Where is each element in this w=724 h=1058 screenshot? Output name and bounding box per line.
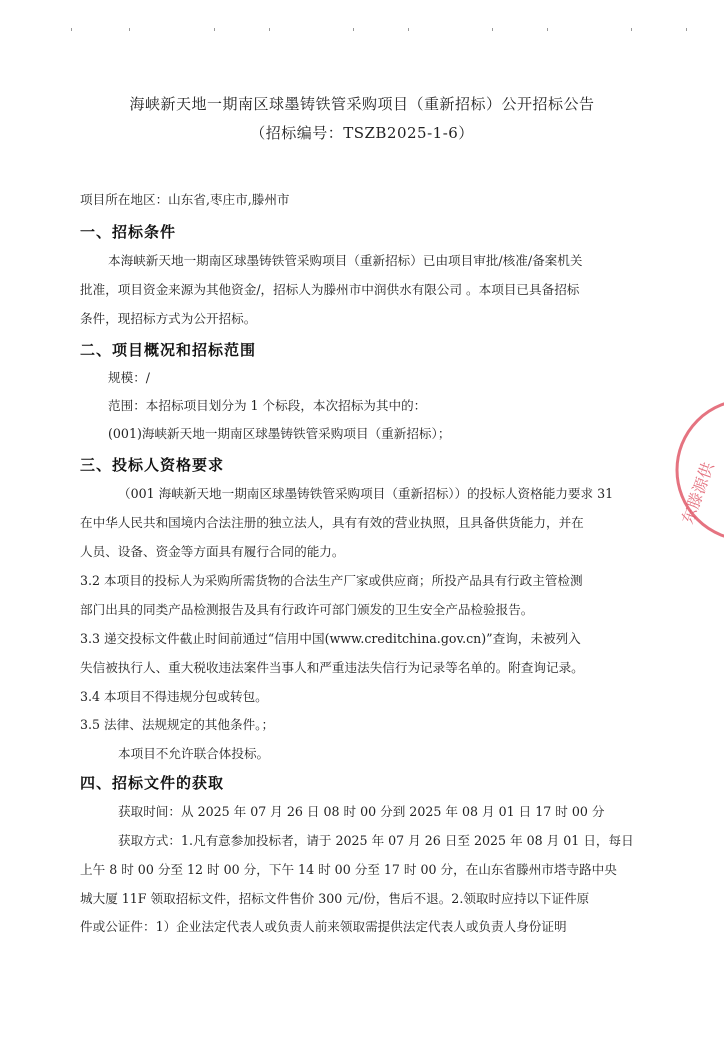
binding-dot [214,28,215,31]
section-3-line: 本项目不允许联合体投标。 [118,746,270,761]
section-3-line: 失信被执行人、重大税收违法案件当事人和严重违法失信行为记录等名单的。附查询记录。 [80,660,584,675]
section-3-line: 3.2 本项目的投标人为采购所需货物的合法生产厂家或供应商；所投产品具有行政主管检测 [80,573,583,588]
section-1-line: 本海峡新天地一期南区球墨铸铁管采购项目（重新招标）已由项目审批/核准/备案机关 [108,253,583,268]
seal-text: 东滕源供 [677,459,718,527]
official-seal-icon [672,395,724,545]
section-heading-2: 二、项目概况和招标范围 [80,341,257,359]
section-heading-4: 四、招标文件的获取 [80,774,225,792]
document-subtitle: （招标编号：TSZB2025-1-6） [250,124,474,142]
section-4-line: 城大厦 11F 领取招标文件，招标文件售价 300 元/份，售后不退。2.领取时应持以下证件原 [80,891,590,906]
section-3-line: （001 海峡新天地一期南区球墨铸铁管采购项目（重新招标））的投标人资格能力要求 31 [118,486,614,501]
binding-dot [492,28,493,31]
section-1-line: 批准，项目资金来源为其他资金/，招标人为滕州市中润供水有限公司 。本项目已具备招标 [80,282,580,297]
section-1-line: 条件，现招标方式为公开招标。 [80,311,257,326]
section-3-line: 人员、设备、资金等方面具有履行合同的能力。 [80,544,345,559]
section-3-line: 3.5 法律、法规规定的其他条件。； [80,717,275,732]
section-2-line: 范围：本招标项目划分为 1 个标段，本次招标为其中的： [108,398,427,413]
binding-dots [0,28,724,34]
section-3-line: 3.3 递交投标文件截止时间前通过“信用中国(www.creditchina.gov.cn)”查询，未被列入 [80,631,581,646]
section-4-line: 上午 8 时 00 分至 12 时 00 分，下午 14 时 00 分至 17 时 00 分，在山东省滕州市塔寺路中央 [80,862,617,877]
section-2-line: 规模：/ [108,370,151,385]
binding-dot [408,28,409,31]
section-heading-3: 三、投标人资格要求 [80,456,225,474]
section-4-line: 件或公证件：1）企业法定代表人或负责人前来领取需提供法定代表人或负责人身份证明 [80,919,567,934]
section-3-line: 3.4 本项目不得违规分包或转包。 [80,689,268,704]
section-4-line: 获取时间：从 2025 年 07 月 26 日 08 时 00 分到 2025 年 08 月 01 日 17 时 00 分 [118,804,605,819]
binding-dot [631,28,632,31]
binding-dot [547,28,548,31]
section-4-line: 获取方式：1.凡有意参加投标者，请于 2025 年 07 月 26 日至 2025 年 08 月 01 日，每日 [118,833,634,848]
section-heading-1: 一、招标条件 [80,223,177,241]
document-title: 海峡新天地一期南区球墨铸铁管采购项目（重新招标）公开招标公告 [129,95,595,113]
binding-dot [71,28,72,31]
section-3-line: 在中华人民共和国境内合法注册的独立法人，具有有效的营业执照，且具备供货能力，并在 [80,515,584,530]
binding-dot [129,28,130,31]
project-region: 项目所在地区：山东省,枣庄市,滕州市 [80,192,290,207]
section-2-line: (001)海峡新天地一期南区球墨铸铁管采购项目（重新招标）； [108,426,451,441]
binding-dot [353,28,354,31]
binding-dot [269,28,270,31]
section-3-line: 部门出具的同类产品检测报告及具有行政许可部门颁发的卫生安全产品检验报告。 [80,602,534,617]
binding-dot [686,28,687,31]
